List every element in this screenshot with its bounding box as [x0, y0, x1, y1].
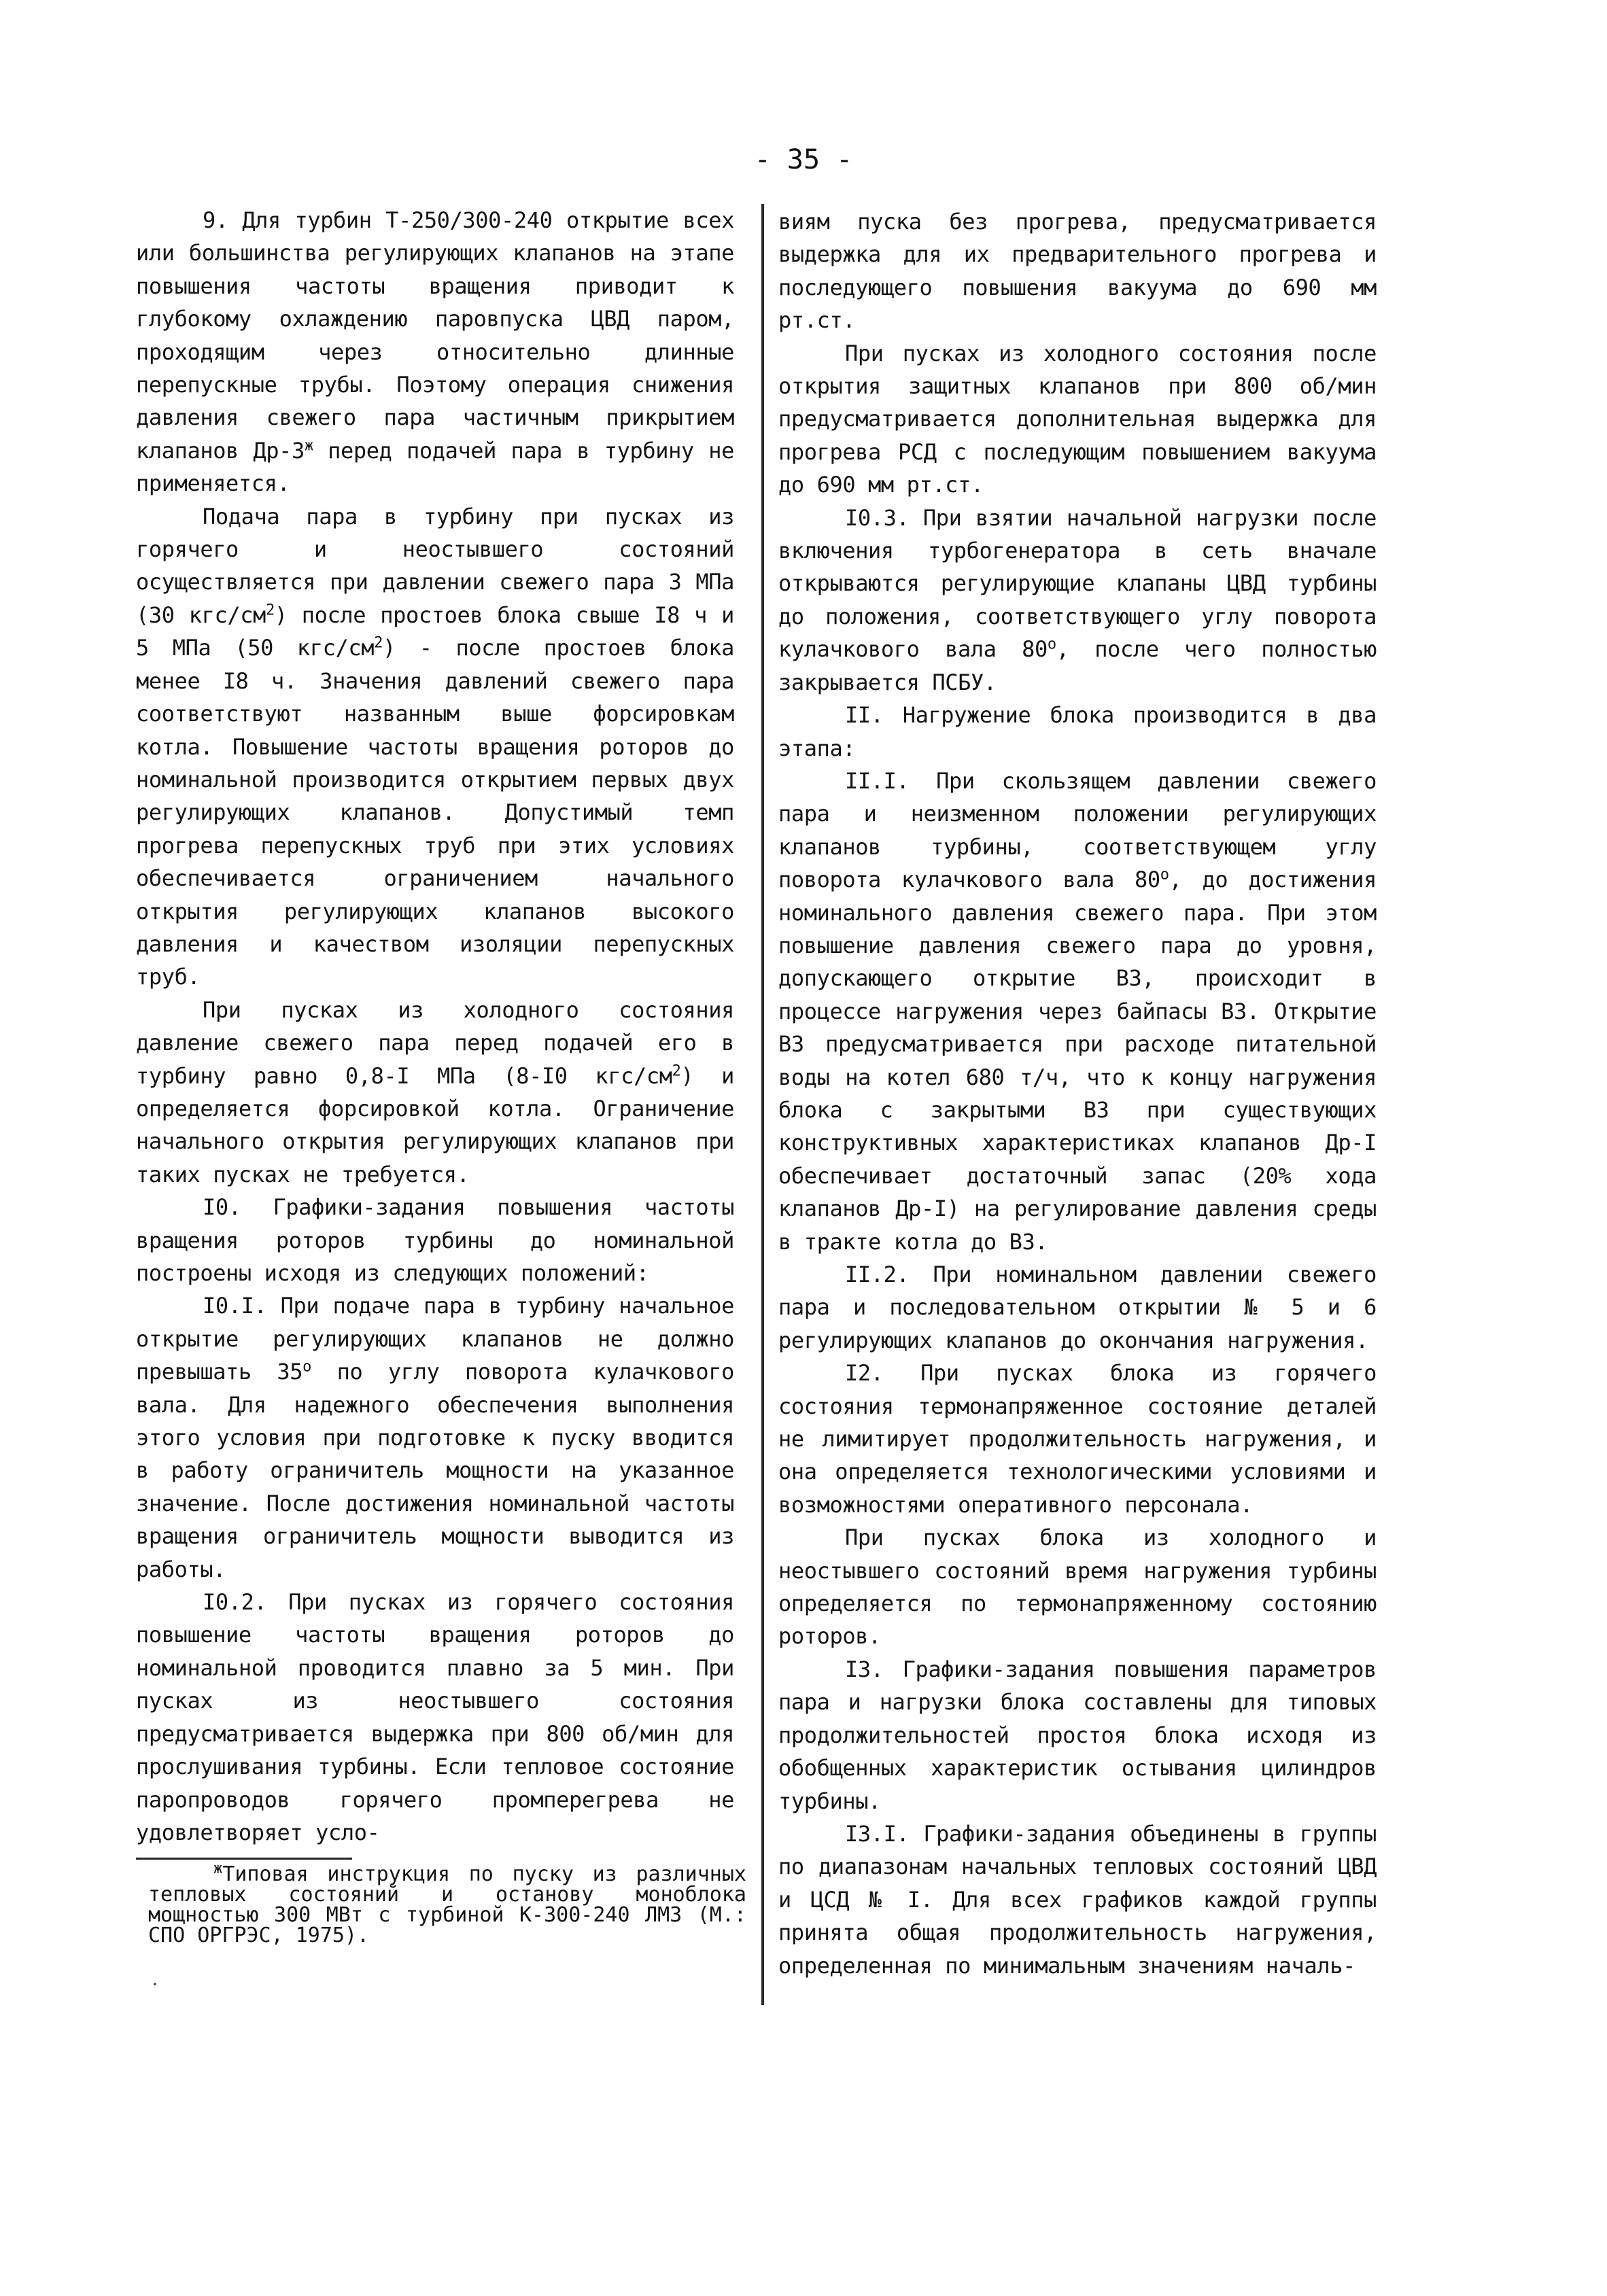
footnote-text: Типовая инструкция по пуску из различных тепловых состояний и останову моноблока мощностью 300 МВт с турбиной К-300-240 ЛМЗ (М.: СПО ОРГРЭС, 1975).	[148, 1862, 746, 1947]
footnote-mark: ж	[304, 437, 313, 455]
paragraph: При пусках из холодного состояния давление свежего пара перед подачей его в турбину равно 0,8-I МПа (8-I0 кгс/$см^2$) и определяется форсировкой котла. Ограничение начального открытия регулирующих клапанов при таких пусках не требуется.	[136, 996, 734, 1187]
paragraph: I0.3. При взятии начальной нагрузки после включения турбогенератора в сеть вначале открываются регулирующие клапаны ЦВД турбины до положения, соответствующего углу поворота кулачкового вала $80^о$, после чего полностью закрывается ПСБУ.	[778, 504, 1377, 695]
paragraph: Подача пара в турбину при пусках из горячего и неостывшего состояний осуществляется при давлении свежего пара 3 МПа (30 кгс/$см^2$) после простоев блока свыше I8 ч и 5 МПа (50 кгс/$см^2$) - после простоев блока менее I8 ч. Значения давлений свежего пара соответствуют названным выше форсировкам котла. Повышение частоты вращения роторов до номинальной производится открытием первых двух регулирующих клапанов. Допустимый темп прогрева перепускных труб при этих условиях обеспечивается ограничением начального открытия регулирующих клапанов высокого давления и качеством изоляции перепускных труб.	[136, 503, 734, 990]
paragraph: II. Нагружение блока производится в два этапа:	[778, 702, 1377, 761]
page-number: - 35 -	[754, 144, 853, 175]
paragraph: При пусках блока из холодного и неостывшего состояний время нагружения турбины определяется по термонапряженному состоянию роторов.	[778, 1525, 1377, 1650]
footnote-mark: ж	[213, 1860, 223, 1877]
paragraph: I3.I. Графики-задания объединены в группы по диапазонам начальных тепловых состояний ЦВД и ЦСД № I. Для всех графиков каждой группы принята общая продолжительность нагружения, определенная по минимальным значениям началь-	[778, 1820, 1377, 1979]
footnote	[148, 1860, 746, 1947]
left-column	[136, 204, 734, 1849]
right-column	[778, 205, 1377, 1982]
paragraph: виям пуска без прогрева, предусматривается выдержка для их предварительного прогрева и последующего повышения вакуума до 690 мм рт.ст.	[778, 209, 1377, 334]
paragraph: I0. Графики-задания повышения частоты вращения роторов турбины до номинальной построены исходя из следующих положений:	[136, 1194, 734, 1286]
stray-dot: ·	[150, 1975, 160, 1995]
paragraph: I2. При пусках блока из горячего состояния термонапряженное состояние деталей не лимитирует продолжительность нагружения, и она определяется технологическими условиями и возможностями оперативного персонала.	[778, 1360, 1377, 1518]
paragraph: При пусках из холодного состояния после открытия защитных клапанов при 800 об/мин предусматривается дополнительная выдержка для прогрева РСД с последующим повышением вакуума до 690 мм рт.ст.	[778, 340, 1377, 498]
paragraph: I0.2. При пусках из горячего состояния повышение частоты вращения роторов до номинальной проводится плавно за 5 мин. При пусках из неостывшего состояния предусматривается выдержка при 800 об/мин для прослушивания турбины. Если тепловое состояние паропроводов горячего промперегрева не удовлетворяет усло-	[136, 1589, 734, 1845]
paragraph: II.I. При скользящем давлении свежего пара и неизменном положении регулирующих клапанов турбины, соответствующем углу поворота кулачкового вала $80^о$, до достижения номинального давления свежего пара. При этом повышение давления свежего пара до уровня, допускающего открытие ВЗ, происходит в процессе нагружения через байпасы ВЗ. Открытие ВЗ предусматривается при расходе питательной воды на котел 680 т/ч, что к концу нагружения блока с закрытыми ВЗ при существующих конструктивных характеристиках клапанов Др-I обеспечивает достаточный запас (20% хода клапанов Др-I) на регулирование давления среды в тракте котла до ВЗ.	[778, 767, 1377, 1255]
paragraph: II.2. При номинальном давлении свежего пара и последовательном открытии № 5 и 6 регулирующих клапанов до окончания нагружения.	[778, 1262, 1377, 1353]
paragraph: I3. Графики-задания повышения параметров пара и нагрузки блока составлены для типовых продолжительностей простоя блока исходя из обобщенных характеристик остывания цилиндров турбины.	[778, 1656, 1377, 1814]
paragraph: I0.I. При подаче пара в турбину начальное открытие регулирующих клапанов не должно превышать $35^о$ по углу поворота кулачкового вала. Для надежного обеспечения выполнения этого условия при подготовке к пуску вводится в работу ограничитель мощности на указанное значение. После достижения номинальной частоты вращения ограничитель мощности выводится из работы.	[136, 1293, 735, 1582]
paragraph: 9. Для турбин Т-250/300-240 открытие всех или большинства регулирующих клапанов на этапе повышения частоты вращения приводит к глубокому охлаждению паровпуска ЦВД паром, проходящим через относительно длинные перепускные трубы. Поэтому операция снижения давления свежего пара частичным прикрытием клапанов $Др-3^ж$ перед подачей пара в турбину не применяется.	[136, 207, 734, 497]
column-divider	[761, 204, 764, 2005]
footnote-separator	[136, 1858, 352, 1860]
